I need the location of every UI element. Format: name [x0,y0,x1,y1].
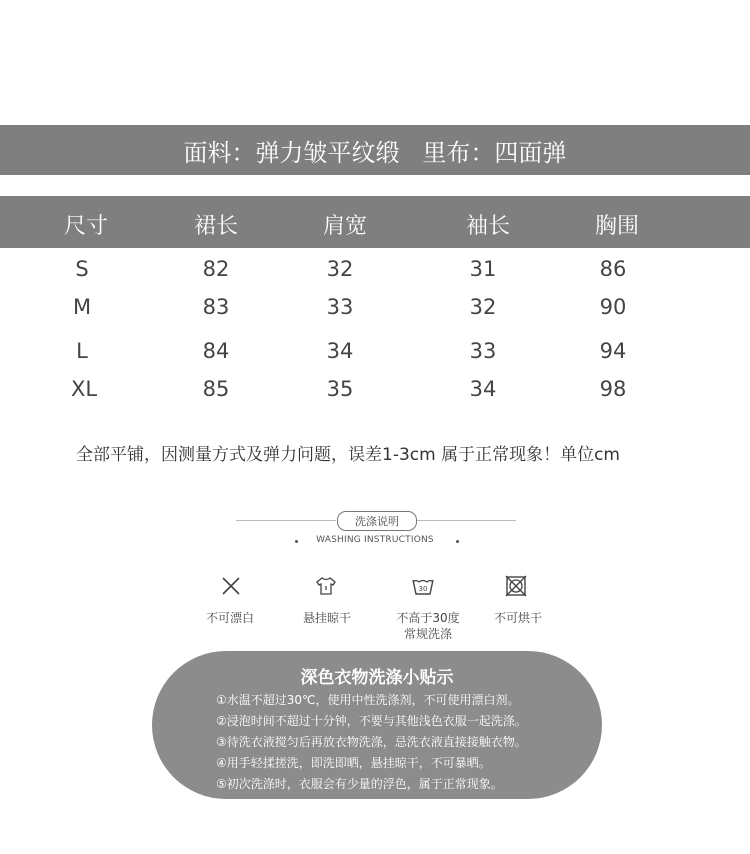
table-row [0,339,750,369]
no-tumble-dry-label: 不可烘干 [493,611,542,625]
tip-item: ①水温不超过30℃，使用中性洗涤剂，不可使用漂白剂。 [216,693,520,707]
wash-30-icon [410,573,436,599]
header-shoulder: 肩宽 [322,214,368,239]
header-bust: 胸围 [594,214,640,239]
washing-title: 洗涤说明 [337,511,417,531]
table-cell: 34 [469,377,497,401]
header-sleeve: 袖长 [465,214,511,239]
table-cell: 86 [599,257,627,281]
table-cell: 33 [326,295,354,319]
fabric-info-bar [0,125,750,175]
tip-item: ③待洗衣液搅匀后再放衣物洗涤，忌洗衣液直接接触衣物。 [216,735,527,749]
table-cell: 82 [202,257,230,281]
table-cell: 35 [326,377,354,401]
tip-item: ⑤初次洗涤时，衣服会有少量的浮色，属于正常现象。 [216,777,503,791]
table-cell: 84 [202,339,230,363]
size-table-header [0,196,750,248]
tip-item: ②浸泡时间不超过十分钟，不要与其他浅色衣服一起洗涤。 [216,714,527,728]
table-cell: 31 [469,257,497,281]
size-cell: XL [70,377,98,401]
wash-normal-label: 常规洗涤 [403,627,452,641]
header-skirt-length: 裙长 [193,214,239,239]
table-cell: 32 [326,257,354,281]
table-cell: 33 [469,339,497,363]
no-tumble-dry-icon [503,573,529,599]
tip-item: ④用手轻揉搓洗，即洗即晒，悬挂晾干，不可暴晒。 [216,756,491,770]
table-cell: 85 [202,377,230,401]
size-cell: L [76,339,88,363]
table-cell: 90 [599,295,627,319]
table-cell: 94 [599,339,627,363]
table-row [0,257,750,287]
wash-temp-label: 不高于30度 [396,611,460,625]
divider-left [236,520,336,521]
fabric-text: 面料：弹力皱平纹缎 里布：四面弹 [183,138,567,167]
table-cell: 83 [202,295,230,319]
tips-title: 深色衣物洗涤小贴示 [300,668,454,688]
hang-dry-label: 悬挂晾干 [302,611,351,625]
table-cell: 98 [599,377,627,401]
measurement-note: 全部平铺，因测量方式及弹力问题，误差1-3cm 属于正常现象！单位cm [76,445,620,465]
table-cell: 32 [469,295,497,319]
no-bleach-label: 不可漂白 [205,611,254,625]
hang-dry-icon [313,573,339,599]
dark-clothing-tips-panel [152,651,602,799]
table-row [0,377,750,407]
table-row [0,295,750,325]
wash-temperature-text: 30 [418,585,428,593]
divider-right [416,520,516,521]
size-cell: M [72,295,92,319]
table-cell: 34 [326,339,354,363]
washing-subtitle: WASHING INSTRUCTIONS [316,535,434,545]
no-bleach-icon [218,573,244,599]
size-cell: S [75,257,89,281]
header-size: 尺寸 [63,214,109,239]
